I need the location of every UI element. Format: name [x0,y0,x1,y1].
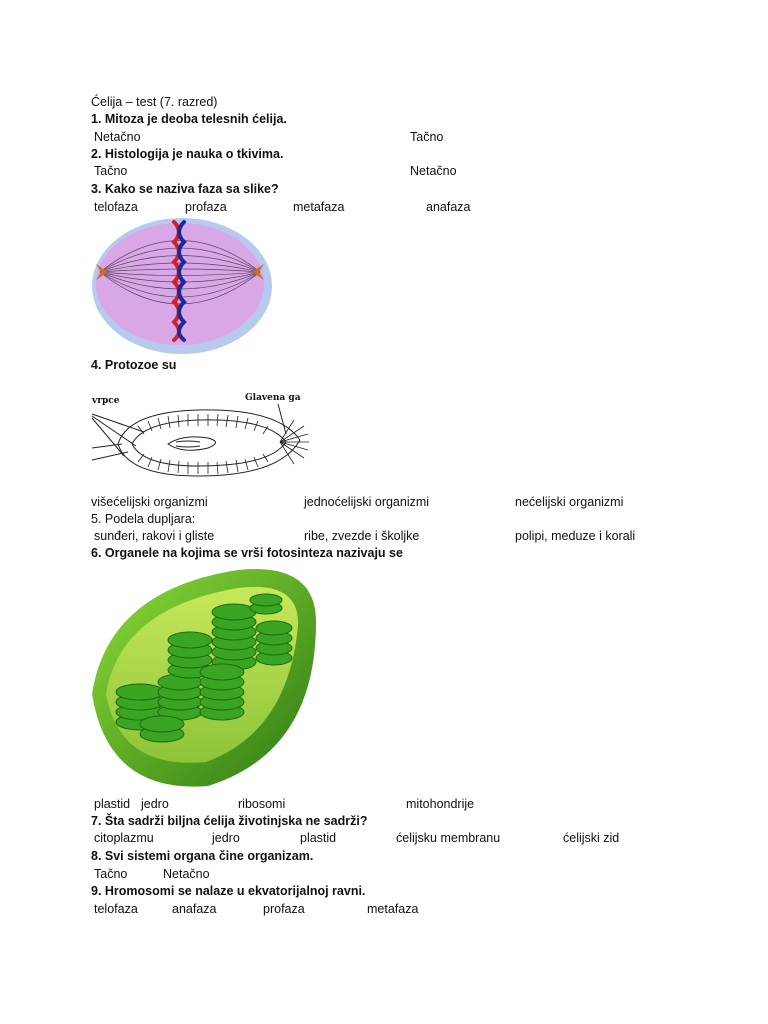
q9-option-2[interactable]: anafaza [172,902,217,916]
question-8: 8. Svi sistemi organa čine organizam. [91,849,314,863]
document-title: Ćelija – test (7. razred) [91,95,218,109]
metaphase-cell-figure [88,214,276,358]
q9-option-1[interactable]: telofaza [94,902,138,916]
question-5: 5. Podela dupljara: [91,512,196,526]
q9-option-4[interactable]: metafaza [367,902,419,916]
question-1: 1. Mitoza je deoba telesnih ćelija. [91,112,287,126]
q7-option-3[interactable]: plastid [300,831,337,845]
question-7: 7. Šta sadrži biljna ćelija životinjska ne sadrži? [91,814,368,828]
protozoa-figure [88,404,310,484]
chloroplast-figure [88,562,320,794]
q6-option-1[interactable]: plastid [94,797,131,811]
q4-option-1[interactable]: višećelijski organizmi [91,495,208,509]
q6-option-2[interactable]: jedro [141,797,169,811]
question-2: 2. Histologija je nauka o tkivima. [91,147,284,161]
question-6: 6. Organele na kojima se vrši fotosinteza nazivaju se [91,546,403,560]
question-3: 3. Kako se naziva faza sa slike? [91,182,279,196]
q4-option-2[interactable]: jednoćelijski organizmi [304,495,430,509]
q5-option-3[interactable]: polipi, meduze i korali [515,529,636,543]
q2-option-2[interactable]: Netačno [410,164,457,178]
figure-label-vrpce: vrpce [92,396,120,406]
q6-option-3[interactable]: ribosomi [238,797,286,811]
question-4: 4. Protozoe su [91,358,177,372]
q7-option-4[interactable]: ćelijsku membranu [396,831,501,845]
q8-option-2[interactable]: Netačno [163,867,210,881]
q8-option-1[interactable]: Tačno [94,867,128,881]
figure-label-glavena: Glavena ga [245,393,301,403]
q3-option-2[interactable]: profaza [185,200,227,214]
q7-option-2[interactable]: jedro [212,831,240,845]
q3-option-4[interactable]: anafaza [426,200,471,214]
q4-option-3[interactable]: nećelijski organizmi [515,495,624,509]
question-9: 9. Hromosomi se nalaze u ekvatorijalnoj ravni. [91,884,366,898]
q3-option-1[interactable]: telofaza [94,200,138,214]
q9-option-3[interactable]: profaza [263,902,305,916]
q1-option-1[interactable]: Netačno [94,130,141,144]
q3-option-3[interactable]: metafaza [293,200,345,214]
q7-option-5[interactable]: ćelijski zid [563,831,620,845]
q5-option-2[interactable]: ribe, zvezde i školjke [304,529,420,543]
q1-option-2[interactable]: Tačno [410,130,444,144]
q2-option-1[interactable]: Tačno [94,164,128,178]
q5-option-1[interactable]: sunđeri, rakovi i gliste [94,529,215,543]
q6-option-4[interactable]: mitohondrije [406,797,475,811]
q7-option-1[interactable]: citoplazmu [94,831,154,845]
